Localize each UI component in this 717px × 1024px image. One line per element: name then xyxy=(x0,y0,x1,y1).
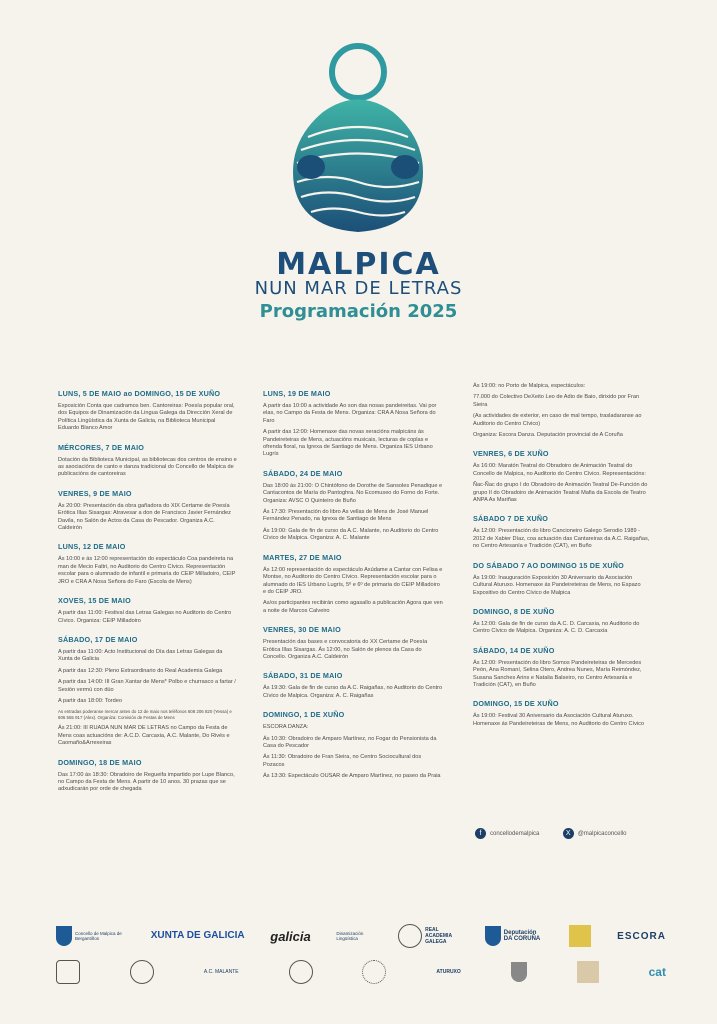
day-heading: VENRES, 6 DE XUÑO xyxy=(473,449,549,459)
malpica-logo-icon xyxy=(283,42,433,237)
day-heading: VENRES, 9 DE MAIO xyxy=(58,488,132,498)
event-item: A partir das 12:30: Pleno Extraordinario do Real Academia Galega xyxy=(58,667,223,674)
badge-logo xyxy=(130,960,154,984)
event-item: Ás 21:00: III RUADA NUN MAR DE LETRAS no Campo da Festa de Mens coas actuacións de: A.C.D. Carcaxia, A.C. Malante, Do Rivés e Caomaño&Arrexeiras xyxy=(58,725,230,747)
dinamizacion-logo: Dinamización Lingüística xyxy=(336,931,364,941)
event-item: As/os participantes recibirán como agasallo a publicación Agora que ven a noite de Marcos Calveiro xyxy=(263,600,443,614)
x-icon[interactable]: X xyxy=(563,828,574,839)
facebook-handle[interactable]: concellodemalpica xyxy=(490,830,540,837)
event-item: Ás 12:00: Presentación do libro Somos Pandeireteiras de Mercedes Peón, Ana Romaní, Selina Otero, Andrea Nunes, María Reimóndez, Susana Sanches Arins e Natalia Balseiro, no Centro Artesanía e Tradición (CAT), en Buño xyxy=(473,659,642,688)
page-subtitle: NUN MAR DE LETRAS xyxy=(254,278,463,299)
event-item: 77.000 do Colectivo DeXeito Leo de Adio de Baio, dirixido por Fran Sieira xyxy=(473,394,640,408)
emblem-icon xyxy=(130,960,154,984)
day-heading: DOMINGO, 18 DE MAIO xyxy=(58,757,142,767)
event-item: Dotación da Biblioteca Municipal, as bibliotecas dos centros de ensino e as asociacións de canto e danza tradicional do Concello de Malpica de publicacións de cantoreiras xyxy=(58,456,237,478)
crest-icon xyxy=(485,926,501,946)
xunta-logo: XUNTA DE GALICIA xyxy=(150,930,245,941)
event-item: Ñac-Ñac do grupo I do Obradoiro de Animación Teatral De-Función do grupo II do Obradoiro de Animación Teatral Mafia da Escola de Teatro ANPA As Mariñas xyxy=(473,482,648,504)
x-handle[interactable]: @malpicaconcello xyxy=(577,830,627,837)
event-item: Ás 20:00: Presentación da obra gañadora do XIX Certame de Poesía Erótica Illas Sisargas: Atravesar a don de Francisco Javier Fernández Davila, no Salón de Actos da Casa do Pescador. Organiza A.C. Caldeirón xyxy=(58,502,231,532)
event-item: Ás 16:00: Maratón Teatral do Obradoiro de Animación Teatral do Concello de Malpica, no Auditorio do Centro Cívico. Representacións: xyxy=(473,463,646,477)
coat-of-arms-icon xyxy=(511,962,527,982)
event-item: ESCORA DANZA: xyxy=(263,724,309,731)
event-item: Ás 12:00 representación do espectáculo Axúdame a Cantar con Felisa e Montse, no Auditorio do Centro Cívico. Representación escolar para o alumnado do IES Urbano Lugrís, 5º e 6º de primaria do CEIP Milladoiro e do CEIP JRO. xyxy=(263,566,443,595)
event-item: Ás 13:30: Espectáculo OUSAR de Amparo Martínez, no paseo da Praia xyxy=(263,773,441,780)
event-item: Ás 19:00: Inauguración Exposición 30 Aniversario da Asociación Cultural Aturuxo. Homenaxe ás Pandeireteiras de Mens, no Espazo Expositivo do Centro Cívico de Malpica xyxy=(473,574,641,596)
map-logo xyxy=(577,961,599,983)
seal-icon xyxy=(398,924,422,948)
day-heading: SÁBADO, 14 DE XUÑO xyxy=(473,645,555,655)
event-item: Ás 12:00: Gala de fin de curso da A.C. D. Carcaxia, no Auditorio do Centro Cívico de Malpica. Organiza: A. C. D. Carcaxia xyxy=(473,620,640,635)
page-title: MALPICA xyxy=(276,247,441,282)
day-heading: DOMINGO, 15 DE XUÑO xyxy=(473,699,559,709)
event-item: A partir das 11:00: Acto Institucional do Día das Letras Galegas da Xunta de Galicia xyxy=(58,648,223,663)
shield-icon xyxy=(56,926,72,946)
sponsor-logos xyxy=(56,918,666,990)
circle-emblem-icon xyxy=(289,960,313,984)
event-item: Ás 19:00: Festival 30 Aniversario da Asociación Cultural Aturuxo. Homenaxe ás Pandeireteiras de Mens, no Auditorio do Centro Cívico xyxy=(473,713,645,727)
dancer-icon xyxy=(56,960,80,984)
event-item: A partir das 18:00: Tordeo xyxy=(58,697,122,704)
event-note: As entradas poderanse mercar antes do 12 de maio nos teléfonos 608 206 820 (Yessa) e 606 555 917 (Alex). Organiza: Comisión de Festas de Mens xyxy=(58,709,232,721)
event-item: Ás 10:30: Obradoiro de Amparo Martínez, no Fogar do Pensionista da Casa do Pescador xyxy=(263,735,437,749)
day-heading: LUNS, 5 DE MAIO ao DOMINGO, 15 DE XUÑO xyxy=(58,389,221,398)
day-heading: DOMINGO, 1 DE XUÑO xyxy=(263,710,345,720)
event-item: Ás 19:00: no Porto de Malpica, espectáculos: xyxy=(473,383,586,389)
event-item: Ás 19:00: Gala de fin de curso da A.C. Malante, no Auditorio do Centro Cívico de Malpica. Organiza: A. C. Malante xyxy=(263,527,439,542)
schedule-column-3 xyxy=(473,383,653,732)
event-item: Organiza: Escora Danza. Deputación provincial de A Coruña xyxy=(473,432,623,439)
event-item: Ás 17:30: Presentación do libro As vellas de Mens de José Manuel Fernández Penado, na Igrexa de Santiago de Mens xyxy=(263,509,429,523)
day-heading: VENRES, 30 DE MAIO xyxy=(263,625,341,635)
dance-logo xyxy=(56,960,80,984)
day-heading: SÁBADO, 17 DE MAIO xyxy=(58,634,138,644)
event-item: Ás 11:30: Obradoiro de Fran Sieira, no Centro Sociocultural dos Pozacos xyxy=(263,754,422,768)
event-item: (As actividades de exterior, en caso de mal tempo, trasladaranse ao Auditorio do Centro Cívico) xyxy=(473,413,642,427)
day-heading: SÁBADO, 31 DE MAIO xyxy=(263,671,343,681)
book-icon xyxy=(569,925,591,947)
escora-logo: ESCORA xyxy=(617,930,666,942)
schedule-column-1 xyxy=(58,383,238,798)
ring-icon xyxy=(362,960,386,984)
academia-logo: REAL ACADEMIA GALEGA xyxy=(398,924,459,948)
day-heading: MÉRCORES, 7 DE MAIO xyxy=(58,442,145,452)
event-item: A partir das 14:00: III Gran Xantar de Mens* Polbo e churrasco a fartar / Sesión vermú con dúo xyxy=(58,679,236,693)
program-title: Programación 2025 xyxy=(259,301,458,322)
ring-logo xyxy=(362,960,386,984)
event-item: Das 18:00 ás 21:00: O Chintófono de Dorothe de Sansoles Penadique e Cantacontos de María do Pantoghra. No Ecomuseo do Forno do Forte. Organiza: AVSC O Quinteiro de Buño xyxy=(263,482,443,504)
cat-logo: cat xyxy=(648,965,666,979)
day-heading: SÁBADO, 24 DE MAIO xyxy=(263,468,343,478)
event-item: Ás 10:00 e ás 12:00 representación do espectáculo Coa pandeireta na man de Mecio Faltri, no Auditorio do Centro Cívico. Representación escolar para o alumnado de infantil e primaria do CEIP Milladoiro, CEIP JRO e CRA A Nosa Señora do Faro (Escola de Mens) xyxy=(58,556,236,585)
galicia-logo: galicia xyxy=(270,928,311,944)
event-item: Exposición Conta que cadramos ben. Cantoreiras: Poesía popular oral, dos Equipos de Dinamización da Lingua Galega da Dirección Xeral de Política Lingüística da Xunta de Galicia, na Biblioteca Municipal Eduardo Blanco Amor xyxy=(58,403,235,432)
aturuxo-logo: ATURUXO xyxy=(436,969,461,975)
event-item: A partir das 11:00: Festival das Letras Galegas no Auditorio do Centro Cívico. Organiza: CEIP Milladoiro xyxy=(58,610,232,624)
day-heading: DOMINGO, 8 DE XUÑO xyxy=(473,606,555,616)
facebook-icon[interactable]: f xyxy=(475,828,486,839)
concello-logo: Concello de Malpica de Bergantiños xyxy=(56,926,125,946)
circle-logo xyxy=(289,960,313,984)
day-heading: MARTES, 27 DE MAIO xyxy=(263,552,342,562)
event-item: Presentación das bases e convocatoria do XX Certame de Poesía Erótica Illas Sisargas. Ás 12:00, no Salón de plenos da Casa do Concello. Organiza A.C. Caldeirón xyxy=(263,639,428,660)
malante-logo: A.C. MALANTE xyxy=(203,969,239,975)
crest-logo xyxy=(511,962,527,982)
book-logo xyxy=(569,925,591,947)
day-heading: LUNS, 19 DE MAIO xyxy=(263,389,331,398)
event-item: Ás 19:30: Gala de fin de curso da A.C. Raigañas, no Auditorio do Centro Cívico de Malpica. Organiza: A. C. Raigañas xyxy=(263,685,443,699)
map-icon xyxy=(577,961,599,983)
day-heading: LUNS, 12 DE MAIO xyxy=(58,542,126,552)
event-item: Ás 12:00: Presentación do libro Cancioneiro Galego Serodio 1989 - 2012 de Xabier Díaz, coa actuación das Cantareiras da A.C. Raigañas, no Centro Artesanía e Tradición (CAT), en Buño xyxy=(473,528,650,550)
social-links xyxy=(475,828,627,839)
day-heading: XOVES, 15 DE MAIO xyxy=(58,596,131,606)
day-heading: DO SÁBADO 7 AO DOMINGO 15 DE XUÑO xyxy=(473,560,624,570)
event-item: A partir das 10:00 a actividade Ao son das nosas pandeireitas. Vai por elas, no Campo da Festa de Mens. Organiza: CRA A Nosa Señora do Faro xyxy=(263,403,437,424)
event-item: A partir das 12:00: Homenaxe das novas xeracións malpicáns ás Pandeireteiras de Mens, actuacións musicais, lecturas de coplas e ofrenda floral, na Igrexa de Santiago de Mens. Organiza IES Urbano Lugrís xyxy=(263,429,433,458)
event-item: Das 17:00 ás 18:30: Obradoiro de Regueifa impartido por Lupe Blanco, no Campo da Festa de Mens. A partir de 10 anos. 30 prazas que se adxudicarán por orde de chegada xyxy=(58,771,235,793)
deputacion-logo: Deputación DA CORUÑA xyxy=(485,926,544,946)
day-heading: SÁBADO 7 DE XUÑO xyxy=(473,514,549,524)
schedule-column-2 xyxy=(263,383,443,785)
